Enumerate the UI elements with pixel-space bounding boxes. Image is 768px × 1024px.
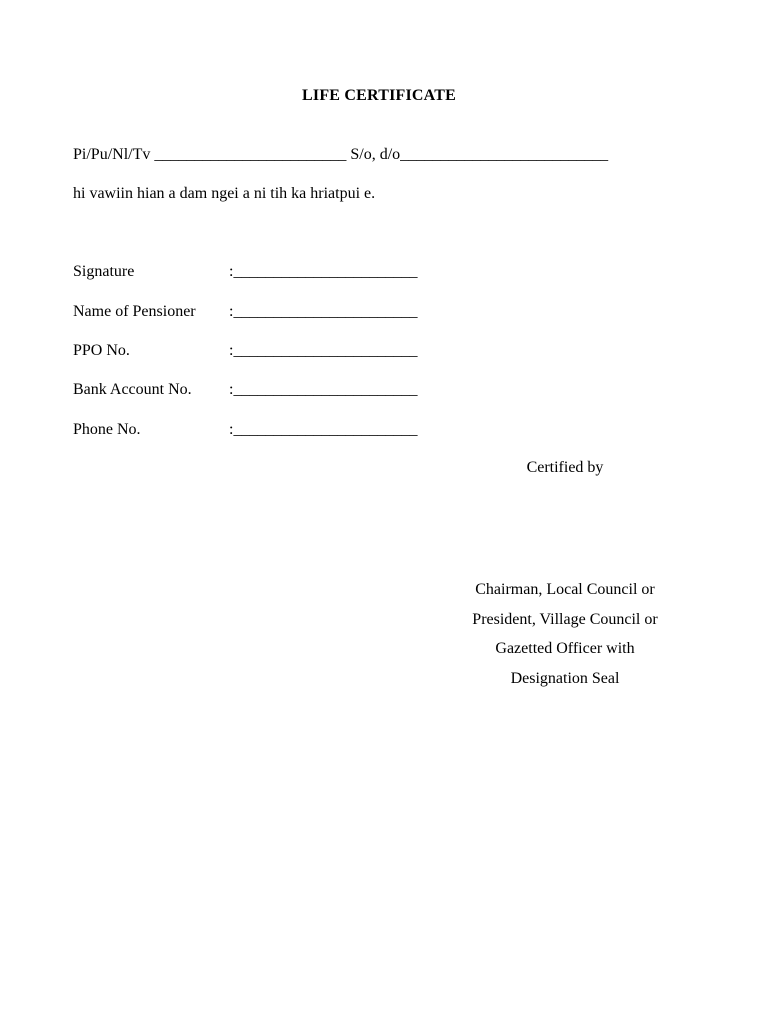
field-phone-no — [73, 421, 493, 443]
field-label: Phone No. — [73, 421, 141, 438]
authority-line: Chairman, Local Council or — [475, 581, 655, 598]
field-blank: :_______________________ — [229, 421, 418, 438]
field-blank: :_______________________ — [229, 303, 418, 320]
field-signature — [73, 263, 493, 285]
field-blank: :_______________________ — [229, 342, 418, 359]
field-ppo-no — [73, 342, 493, 364]
certified-by-label: Certified by — [526, 459, 604, 476]
field-label: Signature — [73, 263, 135, 280]
field-blank: :_______________________ — [229, 263, 418, 280]
field-label: Name of Pensioner — [73, 303, 196, 320]
intro-line: Pi/Pu/Nl/Tv ________________________ S/o, d/o__________________________ — [73, 146, 609, 163]
document-title: LIFE CERTIFICATE — [302, 87, 456, 104]
certifying-authority-block — [440, 575, 690, 693]
field-label: Bank Account No. — [73, 381, 192, 398]
declaration-line: hi vawiin hian a dam ngei a ni tih ka hriatpui e. — [73, 185, 376, 202]
authority-line: Gazetted Officer with — [495, 640, 635, 657]
field-bank-account-no — [73, 381, 493, 403]
field-label: PPO No. — [73, 342, 130, 359]
field-blank: :_______________________ — [229, 381, 418, 398]
authority-line: Designation Seal — [510, 669, 620, 687]
field-name-of-pensioner — [73, 303, 493, 325]
authority-line: President, Village Council or — [472, 610, 658, 628]
